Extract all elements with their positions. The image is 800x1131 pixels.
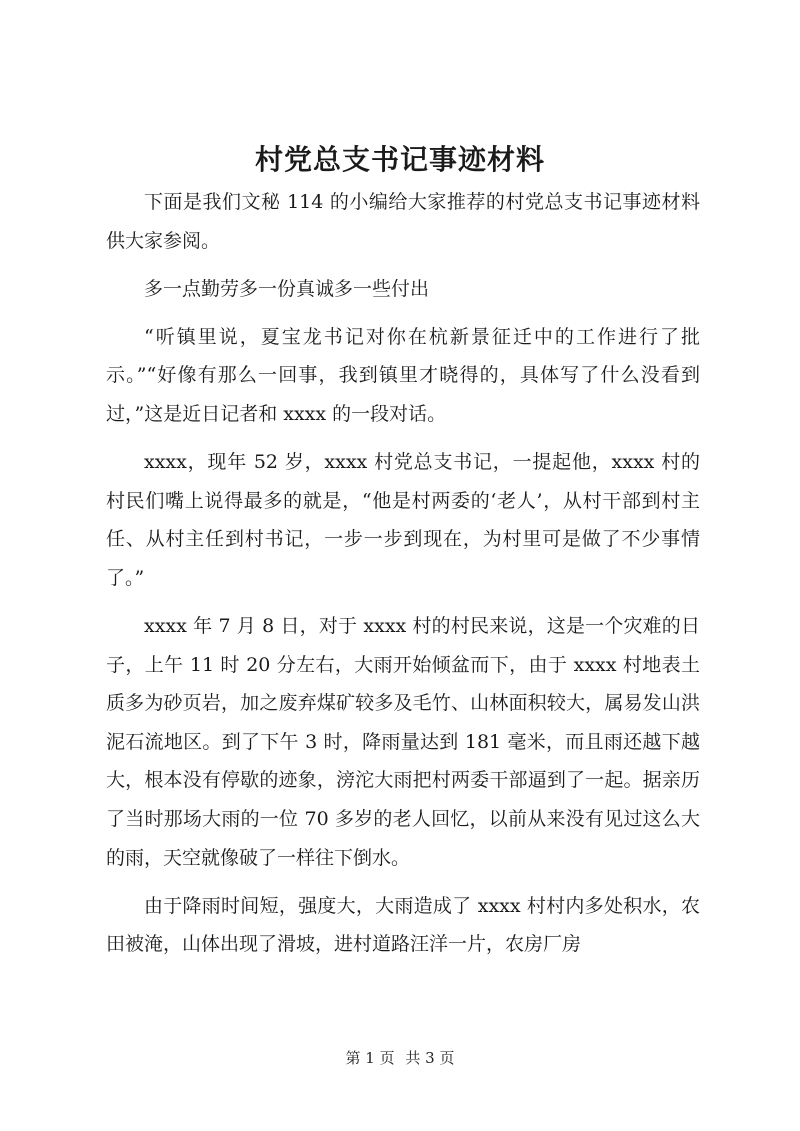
- document-title: 村党总支书记事迹材料: [254, 143, 545, 176]
- page-number: 第 1 页: [345, 1049, 395, 1067]
- paragraph: 多一点勤劳多一份真诚多一些付出: [144, 277, 430, 300]
- page-total: 共 3 页: [405, 1049, 455, 1067]
- paragraph: 下面是我们文秘 114 的小编给大家推荐的村党总支书记事迹材料供大家参阅。: [106, 191, 700, 252]
- paragraph: “听镇里说，夏宝龙书记对你在杭新景征迁中的工作进行了批示。”“好像有那么一回事，我到镇里才晓得的，具体写了什么没看到过，”这是近日记者和 xxxx 的一段对话。: [106, 325, 700, 425]
- document-body: [106, 183, 700, 973]
- paragraph: xxxx 年 7 月 8 日，对于 xxxx 村的村民来说，这是一个灾难的日子，上午 11 时 20 分左右，大雨开始倾盆而下，由于 xxxx 村地表土质多为砂页岩，加之废弃煤矿较多及毛竹、山林面积较大，属易发山洪泥石流地区。到了下午 3 时，降雨量达到 181 毫米，而且雨还越下越大，根本没有停歇的迹象，滂沱大雨把村两委干部逼到了一起。据亲历了当时那场大雨的一位 70 多岁的老人回忆，以前从来没有见过这么大的雨，天空就像破了一样往下倒水。: [106, 614, 700, 869]
- page-footer: [0, 1048, 800, 1068]
- paragraph: 由于降雨时间短，强度大，大雨造成了 xxxx 村村内多处积水，农田被淹，山体出现了滑坡，进村道路汪洋一片，农房厂房: [106, 894, 700, 956]
- paragraph: xxxx，现年 52 岁，xxxx 村党总支书记，一提起他，xxxx 村的村民们嘴上说得最多的就是，“他是村两委的‘老人’，从村干部到村主任、从村主任到村书记，一步一步到现在，为村里可是做了不少事情了。”: [106, 451, 700, 589]
